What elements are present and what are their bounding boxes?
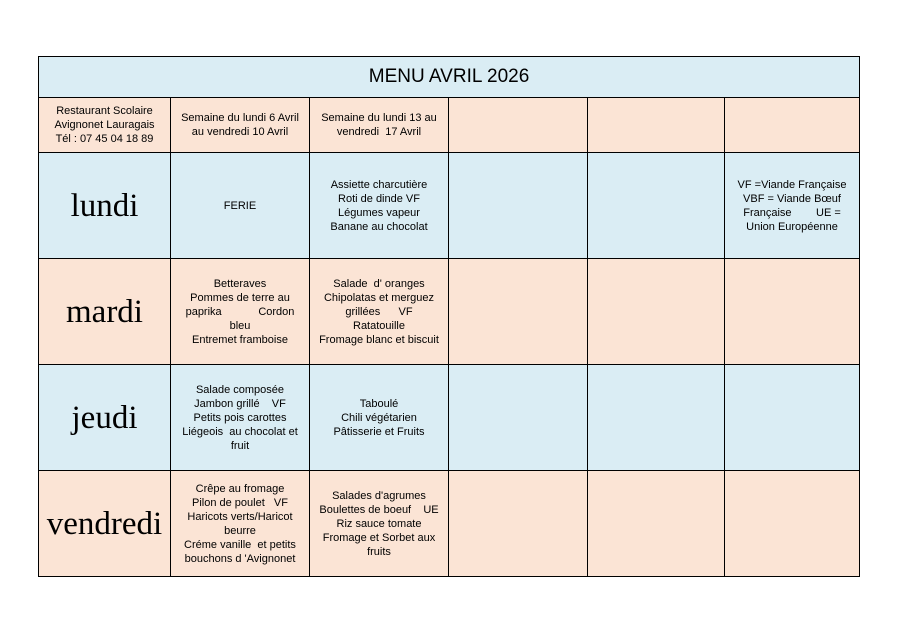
menu-line: Chipolatas et merguez bbox=[323, 291, 435, 304]
day-label: lundi bbox=[39, 153, 171, 259]
menu-line: fruits bbox=[367, 545, 391, 558]
menu-line: fruit bbox=[230, 439, 250, 452]
menu-title: MENU AVRIL 2026 bbox=[39, 57, 860, 98]
menu-line: vendredi 17 Avril bbox=[336, 126, 422, 138]
menu-line: Pilon de poulet VF bbox=[191, 496, 288, 509]
menu-line: Salade composée bbox=[195, 383, 285, 396]
menu-line: Liégeois au chocolat et bbox=[182, 425, 298, 438]
menu-line: Chili végétarien bbox=[341, 411, 417, 424]
menu-cell bbox=[588, 471, 725, 577]
menu-line: Salade d' oranges bbox=[333, 277, 425, 290]
week-header bbox=[310, 98, 449, 153]
menu-line: beurre bbox=[224, 524, 256, 537]
day-row-vendredi bbox=[39, 471, 860, 577]
week-header bbox=[449, 98, 588, 153]
menu-cell bbox=[449, 471, 588, 577]
menu-line: Petits pois carottes bbox=[193, 411, 287, 424]
day-row-lundi bbox=[39, 153, 860, 259]
menu-line: Entremet framboise bbox=[192, 333, 288, 346]
menu-cell bbox=[171, 259, 310, 365]
menu-line: Crêpe au fromage bbox=[195, 482, 285, 495]
day-label: mardi bbox=[39, 259, 171, 365]
menu-line: bleu bbox=[229, 319, 251, 332]
menu-line: Union Européenne bbox=[746, 220, 838, 233]
menu-cell bbox=[310, 153, 449, 259]
day-label: vendredi bbox=[39, 471, 171, 577]
restaurant-info bbox=[39, 98, 171, 153]
day-row-mardi bbox=[39, 259, 860, 365]
menu-cell bbox=[588, 365, 725, 471]
menu-line: Riz sauce tomate bbox=[336, 517, 422, 530]
menu-sheet bbox=[38, 56, 859, 577]
menu-line: Jambon grillé VF bbox=[194, 397, 286, 410]
week-header bbox=[725, 98, 860, 153]
menu-cell bbox=[588, 259, 725, 365]
menu-line: Fromage blanc et biscuit bbox=[319, 333, 439, 346]
menu-line: Assiette charcutière bbox=[330, 178, 428, 191]
menu-line: Pâtisserie et Fruits bbox=[333, 425, 425, 438]
restaurant-line: Avignonet Lauragais bbox=[54, 119, 155, 131]
menu-cell bbox=[310, 365, 449, 471]
menu-line: au vendredi 10 Avril bbox=[191, 126, 289, 138]
menu-cell bbox=[725, 365, 860, 471]
week-header bbox=[588, 98, 725, 153]
menu-line: Salades d'agrumes bbox=[332, 489, 426, 502]
menu-cell bbox=[588, 153, 725, 259]
menu-line: Taboulé bbox=[359, 397, 399, 410]
menu-line: Banane au chocolat bbox=[330, 220, 428, 233]
menu-line: grillées VF bbox=[345, 305, 413, 318]
menu-line: VF =Viande Française bbox=[737, 178, 847, 191]
menu-line: Française UE = bbox=[743, 206, 841, 219]
menu-cell bbox=[725, 259, 860, 365]
menu-line: Semaine du lundi 6 Avril bbox=[181, 112, 299, 124]
day-label: jeudi bbox=[39, 365, 171, 471]
menu-cell bbox=[449, 153, 588, 259]
menu-line: Semaine du lundi 13 au bbox=[321, 112, 437, 124]
menu-cell bbox=[449, 259, 588, 365]
menu-line: Boulettes de boeuf UE bbox=[319, 503, 439, 516]
menu-cell bbox=[310, 259, 449, 365]
menu-cell bbox=[171, 365, 310, 471]
menu-table bbox=[38, 56, 860, 577]
restaurant-line: Tél : 07 45 04 18 89 bbox=[55, 133, 154, 145]
menu-line: Pommes de terre au bbox=[190, 291, 290, 304]
restaurant-line: Restaurant Scolaire bbox=[56, 105, 153, 117]
week-header bbox=[171, 98, 310, 153]
menu-line: VBF = Viande Bœuf bbox=[743, 192, 841, 205]
menu-cell bbox=[449, 365, 588, 471]
legend-cell bbox=[725, 153, 860, 259]
day-row-jeudi bbox=[39, 365, 860, 471]
menu-line: Légumes vapeur bbox=[338, 206, 420, 219]
menu-cell bbox=[725, 471, 860, 577]
menu-line: Fromage et Sorbet aux bbox=[322, 531, 436, 544]
menu-line: Roti de dinde VF bbox=[338, 192, 420, 205]
menu-line: FERIE bbox=[223, 199, 257, 212]
menu-cell bbox=[171, 153, 310, 259]
menu-line: paprika Cordon bbox=[185, 305, 295, 318]
menu-cell bbox=[310, 471, 449, 577]
menu-line: Ratatouille bbox=[353, 319, 405, 332]
menu-line: Haricots verts/Haricot bbox=[187, 510, 293, 523]
menu-cell bbox=[171, 471, 310, 577]
menu-line: Betteraves bbox=[213, 277, 267, 290]
menu-line: Créme vanille et petits bbox=[184, 538, 296, 551]
menu-line: bouchons d 'Avignonet bbox=[184, 552, 296, 565]
